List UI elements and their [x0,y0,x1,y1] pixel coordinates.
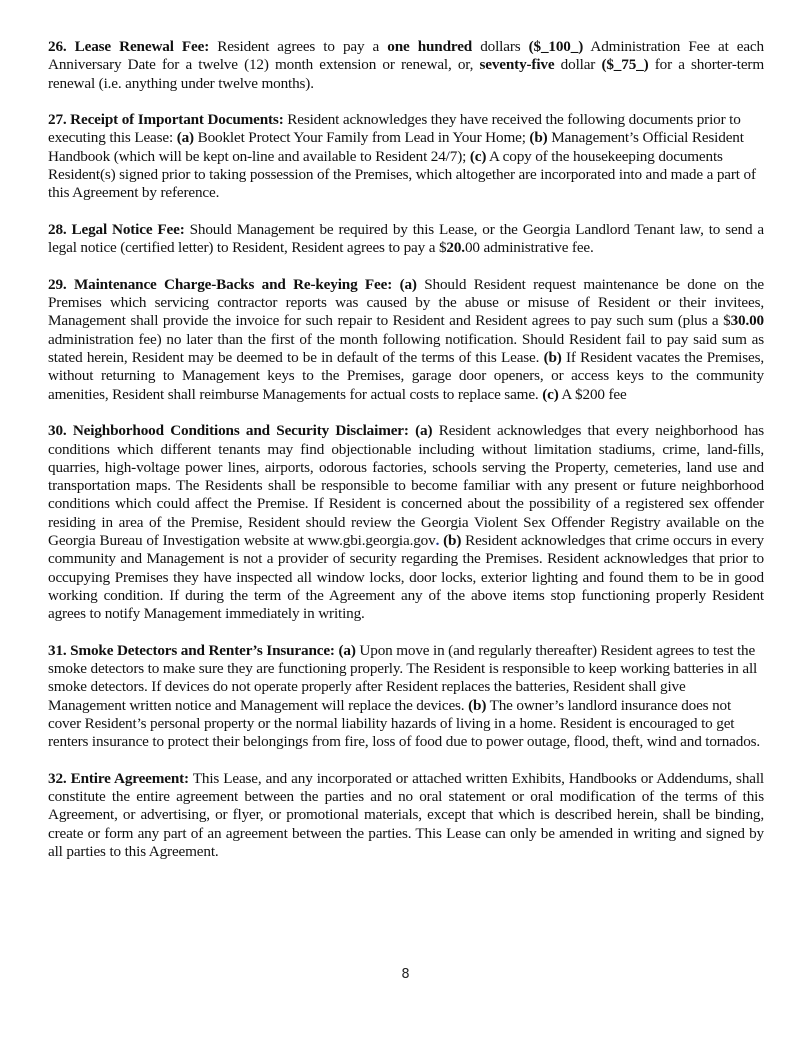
clause-heading: 29. Maintenance Charge-Backs and Re-keying Fee: [48,275,393,293]
clause-emphasis: (c) [542,385,559,403]
clause-text: A $200 fee [558,385,627,403]
clause-text: dollars [472,38,529,55]
clause-heading: 31. Smoke Detectors and Renter’s Insurance: [48,641,335,659]
clause-32-entire-agreement [48,770,764,861]
clause-text: dollar [554,56,602,74]
clause-emphasis: 30.00 [730,312,764,330]
clause-text: Booklet Protect Your Family from Lead in Your Home; [193,129,530,147]
clause-emphasis: (b) [468,696,487,714]
clause-emphasis: (a) [338,641,356,659]
clause-text [392,276,399,293]
clause-text: Management’s Official Resident Handbook (which will be kept on-line and available to Resident 24/7); [48,129,744,165]
clause-text: Resident agrees to pay a [209,38,388,55]
page-number: 8 [401,967,410,982]
clause-emphasis: seventy-five [479,56,555,74]
clause-heading: 26. Lease Renewal Fee: [48,38,210,55]
clause-text: Resident acknowledges that crime occurs in every community and Management is not a provider of security regarding the Premises. Resident acknowledges that prior to occupying Premises they have inspected all window locks, door locks, exterior lighting and found them to be in good working condition. If during the term of the Agreement any of the above items stop functioning properly Resident agrees to notify Management immediately in writing. [48,532,764,623]
clause-text: 00 administrative fee. [464,239,594,257]
clause-emphasis: (c) [469,147,487,165]
clause-heading: 27. Receipt of Important Documents: [48,111,284,129]
clause-text: Upon move in (and regularly thereafter) Resident agrees to test the smoke detectors to make sure they are functioning properly. The Resident is responsible to keep working batteries in all smoke detectors. If devices do not operate properly after Resident replaces the batteries, Resident shall give Management written notice and Management will replace the devices. [48,641,758,714]
clause-30-neighborhood-conditions [48,422,764,623]
clause-text: Administration Fee at each Anniversary Date for a twelve (12) month extension or renewal, or, [48,38,764,74]
clause-emphasis: (b) [529,129,548,147]
clause-text: Resident acknowledges that every neighborhood has conditions which different tenants may find objectionable including without limitation stadiums, crime, land-fills, quarries, high-voltage power lines, airports, odorous factories, schools serving the Property, cemeteries, land use and transportation maps. The Residents shall be responsible to become familiar with any present or future neighborhood conditions which could affect the Premise. If Resident is concerned about the possibility of a registered sex offender residing in area of the Premise, Resident should review the Georgia Violent Sex Offender Registry available on the Georgia Bureau of Investigation website at www.gbi.georgia.gov [48,422,764,550]
clause-text: If Resident vacates the Premises, without returning to Management keys to the Premises, garage door openers, or access keys to the community amenities, Resident shall reimburse Managements for actual costs to replace same. [48,349,764,403]
clause-31-smoke-detectors-insurance [48,642,764,752]
clause-text: Should Management be required by this Lease, or the Georgia Landlord Tenant law, to send a legal notice (certified letter) to Resident, Resident agrees to pay a $ [48,220,765,257]
clause-emphasis: ($_100_) [528,38,584,55]
clause-heading: 28. Legal Notice Fee: [48,220,185,238]
clause-text: Should Resident request maintenance be done on the Premises which servicing contractor reports was caused by the abuse or misuse of Resident or their invitees, Management shall provide the invoice for such repair to Resident and Resident agrees to pay such sum (plus a $ [48,275,764,330]
clause-text: This Lease, and any incorporated or attached written Exhibits, Handbooks or Addendums, shall constitute the entire agreement between the parties and no oral statement or oral modification of the terms of this Agreement, or advertising, or flyer, or promotional materials, except that which is described herein, shall be binding, create or form any part of an agreement between the parties. This Lease can only be amended in writing and signed by all parties to this Agreement. [48,769,764,861]
clause-emphasis: (a) [415,422,433,440]
clause-heading: 32. Entire Agreement: [48,769,189,787]
clause-text: Resident acknowledges they have received the following documents prior to executing this Lease: [48,111,741,147]
clause-29-maintenance-chargebacks [48,276,764,404]
clause-emphasis: ($_75_) [601,56,649,74]
clause-28-legal-notice-fee [48,221,764,258]
clause-emphasis: (a) [399,275,417,293]
clause-punctuation: . [435,532,440,550]
clause-emphasis: one hundred [387,38,473,55]
clause-text: A copy of the housekeeping documents Resident(s) signed prior to taking possession of the Premises, which altogether are incorporated into and made a part of this Agreement by reference. [48,147,756,202]
clause-emphasis: (b) [443,532,462,550]
clause-emphasis: 20. [446,239,465,257]
clause-text: administration fee) no later than the first of the month following notification. Should Resident fail to pay said sum as stated herein, Resident may be deemed to be in default of the terms of this Lease. [48,330,764,367]
clause-emphasis: (b) [543,349,562,367]
clause-26-lease-renewal-fee [48,38,764,93]
document-page [48,38,764,880]
clause-text: for a shorter-term renewal (i.e. anything under twelve months). [48,56,765,92]
clause-emphasis: (a) [176,129,194,147]
clause-27-receipt-of-documents [48,111,764,202]
clause-text: The owner’s landlord insurance does not cover Resident’s personal property or the normal liability hazards of living in a home. Resident is encouraged to get renters insurance to protect their belongings from fire, loss of food due to power outage, flood, theft, wind and tornados. [48,696,761,751]
clause-heading: 30. Neighborhood Conditions and Security Disclaimer: [48,422,409,440]
